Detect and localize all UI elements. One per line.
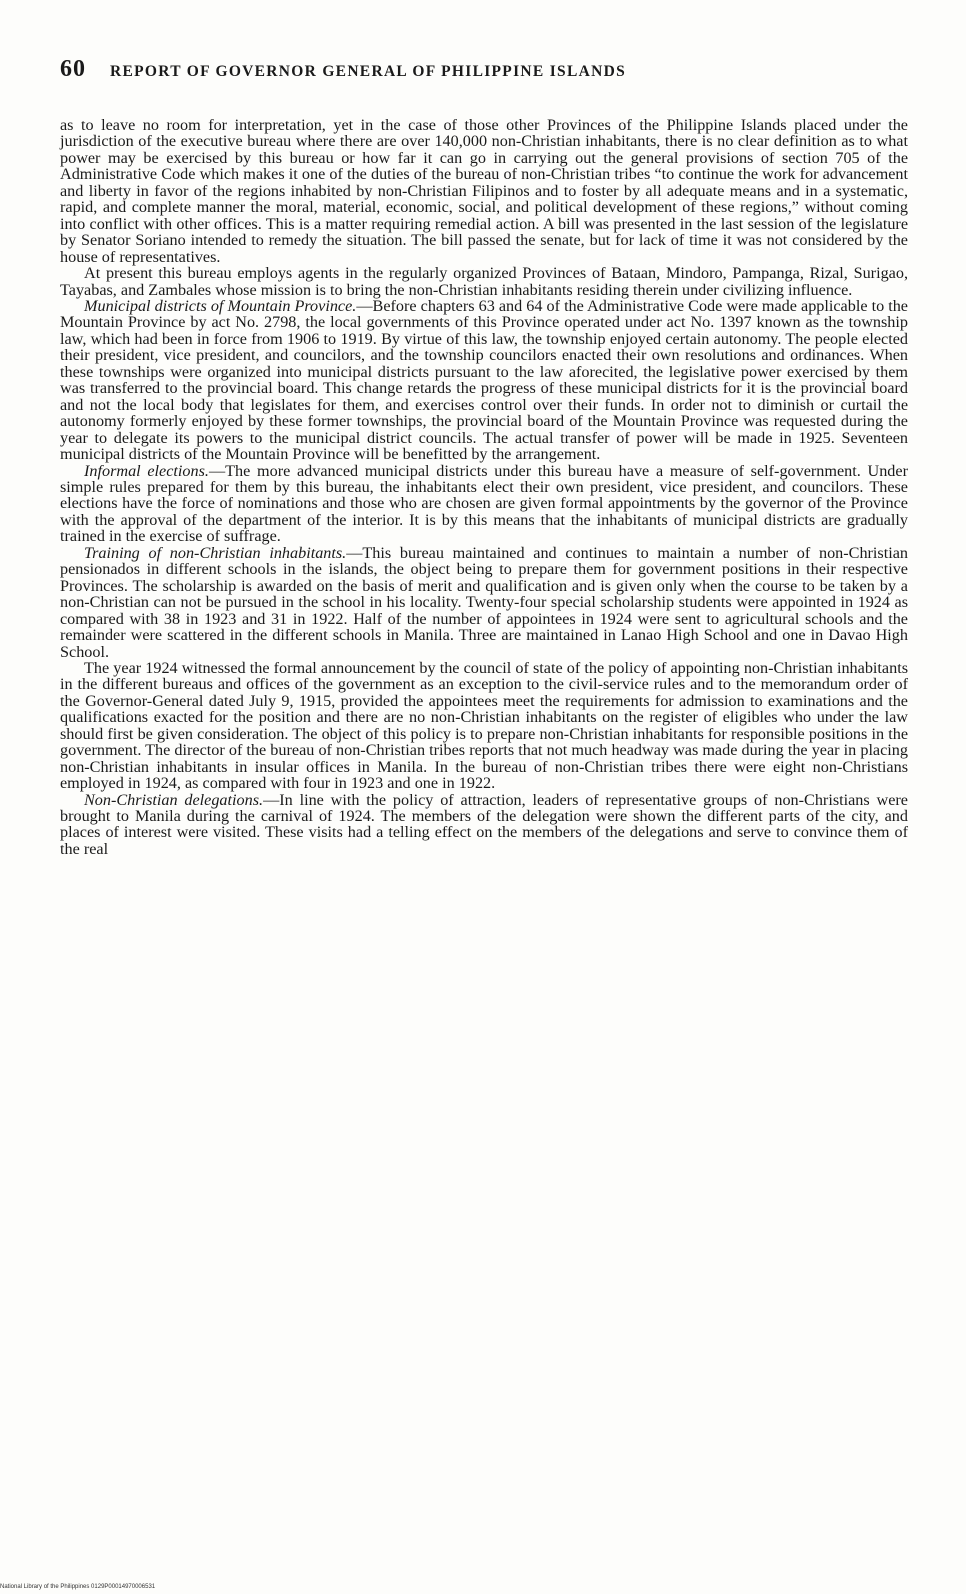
paragraph-heading: Non-Christian delegations. (84, 790, 264, 809)
paragraph-text: At present this bureau employs agents in the regularly organized Provinces of Bataan, Mindoro, Pampanga, Rizal, Surigao, Tayabas, and Zambales whose mission is to bring the non-Christian inhabitants residing therein under civilizing influence. (60, 264, 908, 299)
paragraph-text: as to leave no room for interpretation, yet in the case of those other Provinces of the Philippine Islands placed under the jurisdiction of the executive bureau where there are over 140,000 non-Christian inhabitants, there is no clear definition as to what power may be exercised by this bureau or how far it can go in carrying out the general provisions of section 705 of the Administrative Code which makes it one of the duties of the bureau of non-Christian tribes “to continue the work for advancement and liberty in favor of the regions inhabited by non-Christian Filipinos and to foster by all adequate means and in a systematic, rapid, and complete manner the moral, material, economic, social, and political development of these regions,” without coming into conflict with other offices. This is a matter requiring remedial action. A bill was presented in the last session of the legislature by Senator Soriano intended to remedy the situation. The bill passed the senate, but for lack of time it was not considered by the house of representatives. (60, 116, 908, 266)
running-title: REPORT OF GOVERNOR GENERAL OF PHILIPPINE ISLANDS (110, 63, 627, 80)
paragraph-text: —The more advanced municipal districts under this bureau have a measure of self-government. Under simple rules prepared for them by this bureau, the inhabitants elect their own president, vice president, and councilors. These elections have the force of nominations and those who are chosen are given formal appointments by the governor of the Province with the approval of the department of the interior. It is by this means that the inhabitants of municipal districts are gradually trained in the exercise of suffrage. (60, 461, 908, 546)
paragraph-text: —Before chapters 63 and 64 of the Administrative Code were made applicable to the Mountain Province by act No. 2798, the local governments of this Province operated under act No. 1397 known as the township law, which had been in force from 1906 to 1919. By virtue of this law, the township enjoyed certain autonomy. The people elected their president, vice president, and councilors, and the township councilors enacted their own resolutions and ordinances. When these townships were organized into municipal districts pursuant to the law aforecited, the legislative power exercised by them was transferred to the provincial board. This change retards the progress of these municipal districts for it is the provincial board and not the local body that legislates for them, and exercises control over their funds. In order not to diminish or curtail the autonomy formerly enjoyed by these former townships, the provincial board of the Mountain Province was requested during the year to delegate its powers to the municipal district councils. The actual transfer of power will be made in 1925. Seventeen municipal districts of the Mountain Province will be benefitted by the arrangement. (60, 296, 908, 464)
page-header (60, 56, 908, 83)
paragraph (60, 265, 908, 298)
paragraph-heading: Informal elections. (84, 461, 209, 480)
body-text (60, 117, 908, 857)
paragraph (60, 545, 908, 660)
paragraph-text: —This bureau maintained and continues to maintain a number of non-Christian pensionados in different schools in the islands, the object being to prepare them for government positions in their respective Provinces. The scholarship is awarded on the basis of merit and qualification and is given only when the course to be taken by a non-Christian can not be pursued in the school in his locality. Twenty-four special scholarship students were appointed in 1924 as compared with 38 in 1923 and 31 in 1922. Half of the number of appointees in 1924 were sent to agricultural schools and the remainder were scattered in the different schools in Manila. Three are maintained in Lanao High School and one in Davao High School. (60, 543, 908, 661)
page-number: 60 (60, 56, 86, 82)
document-page (60, 56, 908, 857)
paragraph (60, 792, 908, 858)
paragraph-text: The year 1924 witnessed the formal announcement by the council of state of the policy of appointing non-Christian inhabitants in the different bureaus and offices of the government as an exception to the civil-service rules and to the memorandum order of the Governor-General dated July 9, 1915, provided the appointees meet the requirements for admission to examinations and the qualifications exacted for the position and there are no non-Christian inhabitants on the register of eligibles who under the law should first be given consideration. The object of this policy is to prepare non-Christian inhabitants for responsible positions in the government. The director of the bureau of non-Christian tribes reports that not much headway was made during the year in placing non-Christian inhabitants in insular offices in Manila. In the bureau of non-Christian tribes there were eight non-Christians employed in 1924, as compared with four in 1923 and one in 1922. (60, 658, 908, 793)
paragraph (60, 463, 908, 545)
paragraph (60, 660, 908, 792)
paragraph (60, 298, 908, 463)
paragraph (60, 117, 908, 265)
paragraph-heading: Municipal districts of Mountain Province. (84, 296, 357, 315)
paragraph-heading: Training of non-Christian inhabitants. (84, 543, 347, 562)
paragraph-text: —In line with the policy of attraction, leaders of representative groups of non-Christians were brought to Manila during the carnival of 1924. The members of the delegation were shown the different parts of the city, and places of interest were visited. These visits had a telling effect on the members of the delegations and serve to convince them of the real (60, 790, 908, 858)
scan-credit: National Library of the Philippines 0129P00014970006531 (0, 1584, 156, 1590)
